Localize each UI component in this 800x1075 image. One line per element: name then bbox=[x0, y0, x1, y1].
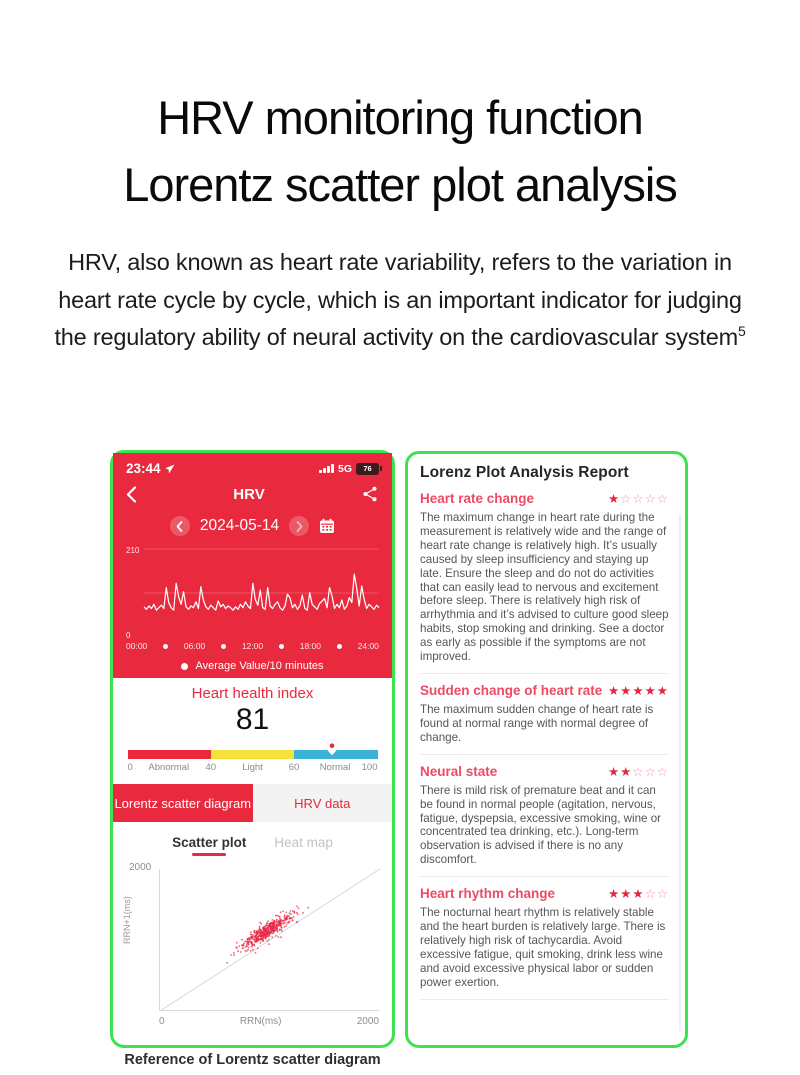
health-index-bar bbox=[128, 750, 378, 759]
location-arrow-icon bbox=[165, 464, 175, 474]
hr-chart-ymin-label: 0 bbox=[126, 631, 131, 640]
time-tick: 00:00 bbox=[126, 641, 148, 651]
previous-day-button[interactable] bbox=[170, 516, 190, 536]
hr-chart-ymax-label: 210 bbox=[126, 546, 140, 555]
health-index-value: 81 bbox=[235, 703, 270, 736]
section-text: The maximum change in heart rate during the measurement is relatively wide and the range of heart rate change is relatively high. It’s usually caused by sleep insufficiency and staying up late. Ensure the sleep and do not do activities that can easily lead to nervous and excitement before sleep. There is relatively high risk of arrhythmia and it’s advised to culture good sleep habits, stop smoking and drinking. See a doctor as early as possible if the symptoms are not improved. bbox=[420, 511, 669, 664]
next-day-button[interactable] bbox=[289, 516, 309, 536]
subtab-heat-map-label: Heat map bbox=[274, 835, 333, 850]
section-divider bbox=[420, 999, 669, 1000]
selected-date: 2024-05-14 bbox=[199, 517, 280, 534]
subtab-scatter-plot[interactable] bbox=[172, 835, 246, 856]
scale-label: 60 bbox=[288, 762, 300, 773]
report-section-heart-rhythm-change bbox=[420, 886, 673, 999]
scale-label: Normal bbox=[319, 762, 351, 773]
section-heading: Sudden change of heart rate bbox=[420, 682, 603, 698]
phone-tab-bar bbox=[113, 784, 392, 822]
scatter-xmax-label: 2000 bbox=[356, 1016, 379, 1027]
time-tick: 18:00 bbox=[299, 641, 321, 651]
signal-strength-icon bbox=[319, 464, 334, 473]
star-rating: ★★☆☆☆ bbox=[607, 764, 669, 779]
hr-line-plot bbox=[144, 549, 379, 637]
time-dot-icon bbox=[221, 644, 226, 649]
scale-label: 40 bbox=[205, 762, 217, 773]
share-icon[interactable] bbox=[361, 485, 379, 503]
back-chevron-icon[interactable] bbox=[126, 486, 137, 503]
lorentz-scatter-chart bbox=[122, 862, 379, 1036]
subtab-scatter-plot-label: Scatter plot bbox=[172, 835, 247, 850]
section-text: There is mild risk of premature beat and it can be found in normal people (agitation, nervous, fatigue, dyspepsia, excessive smoking, wine or concentrated tea drinking, etc.). Long-term observation is advised if there is no any discomfort. bbox=[420, 783, 662, 867]
section-divider bbox=[420, 754, 669, 755]
report-title: Lorenz Plot Analysis Report bbox=[420, 464, 629, 481]
zone-abnormal bbox=[128, 750, 211, 759]
section-divider bbox=[420, 673, 669, 674]
legend-dot-icon bbox=[181, 663, 188, 670]
page-title bbox=[0, 84, 800, 218]
subtab-heat-map[interactable] bbox=[274, 835, 333, 856]
time-tick: 06:00 bbox=[183, 641, 206, 651]
time-dot-icon bbox=[337, 644, 342, 649]
status-bar bbox=[113, 453, 392, 477]
legend-label: Average Value/10 minutes bbox=[195, 660, 324, 672]
scatter-xmin-label: 0 bbox=[159, 1016, 165, 1027]
analysis-report-card bbox=[405, 451, 688, 1048]
health-index-label: Heart health index bbox=[191, 685, 314, 702]
hr-chart-time-axis bbox=[126, 641, 379, 651]
time-dot-icon bbox=[163, 644, 168, 649]
star-rating: ★★★☆☆ bbox=[607, 887, 669, 902]
page-title-line2: Lorentz scatter plot analysis bbox=[123, 158, 677, 212]
phone-red-header bbox=[113, 453, 392, 678]
scatter-plot-box bbox=[159, 869, 379, 1011]
section-heading: Heart rate change bbox=[420, 491, 535, 506]
phone-screenshot-card bbox=[110, 450, 395, 1068]
scatter-xaxis-label: RRN(ms) bbox=[239, 1016, 282, 1027]
time-dot-icon bbox=[279, 644, 284, 649]
battery-percent: 76 bbox=[363, 464, 372, 473]
nav-bar bbox=[113, 477, 392, 507]
health-zone-bar bbox=[128, 750, 378, 759]
page-description bbox=[50, 244, 750, 357]
nav-title: HRV bbox=[233, 485, 265, 503]
section-text: The nocturnal heart rhythm is relatively stable and the heart burden is relatively large. There is relatively high risk of tachycardia. Avoid excessive fatigue, quit smoking, drink less wine and avoid excessive physical labor or sudden power exertion. bbox=[420, 906, 666, 989]
scale-label: 100 bbox=[361, 762, 378, 773]
time-tick: 24:00 bbox=[357, 641, 379, 651]
status-time: 23:44 bbox=[126, 461, 161, 476]
scatter-yaxis-label: RRN+1(ms) bbox=[122, 896, 132, 944]
scrollbar[interactable] bbox=[679, 514, 682, 1031]
hr-chart-legend bbox=[113, 660, 392, 672]
page-title-line1: HRV monitoring function bbox=[157, 91, 643, 144]
heart-rate-line-chart bbox=[126, 546, 379, 640]
value-marker-pin-icon bbox=[326, 740, 338, 755]
time-tick: 12:00 bbox=[241, 641, 264, 651]
date-selector bbox=[113, 509, 392, 543]
health-scale-labels bbox=[128, 762, 378, 775]
tab-lorentz-scatter-diagram[interactable]: Lorentz scatter diagram bbox=[113, 784, 253, 822]
zone-light bbox=[211, 750, 294, 759]
active-subtab-underline bbox=[192, 853, 226, 856]
network-type: 5G bbox=[337, 462, 352, 475]
section-heading: Heart rhythm change bbox=[420, 886, 556, 902]
tab-hrv-data[interactable]: HRV data bbox=[253, 784, 393, 822]
scatter-subtab-bar bbox=[113, 835, 392, 856]
report-section-sudden-change bbox=[420, 683, 673, 755]
page-description-text: HRV, also known as heart rate variability, refers to the variation in heart rate cycle by cycle, which is an important indicator for judging the regulatory ability of neural activity on the cardiovascular system bbox=[54, 249, 742, 351]
scale-label: Abnormal bbox=[148, 762, 190, 773]
scatter-xaxis-labels bbox=[159, 1016, 379, 1027]
phone-caption: Reference of Lorentz scatter diagram bbox=[124, 1052, 381, 1068]
battery-icon bbox=[356, 463, 379, 475]
report-section-neural-state bbox=[420, 764, 673, 877]
section-divider bbox=[420, 876, 669, 877]
scale-label: 0 bbox=[127, 762, 133, 773]
footnote-marker: 5 bbox=[737, 323, 746, 340]
scale-label: Light bbox=[242, 762, 263, 773]
report-section-heart-rate-change bbox=[420, 491, 673, 674]
heart-health-index-section bbox=[113, 678, 392, 775]
star-rating: ★★★★★ bbox=[607, 683, 669, 698]
scatter-ymax-label: 2000 bbox=[129, 862, 152, 873]
star-rating: ★☆☆☆☆ bbox=[607, 492, 669, 506]
section-heading: Neural state bbox=[420, 763, 498, 779]
section-text: The maximum sudden change of heart rate is found at normal range with normal degree of change. bbox=[420, 702, 654, 744]
calendar-icon[interactable] bbox=[319, 518, 335, 534]
scatter-points-plot bbox=[160, 869, 380, 1011]
